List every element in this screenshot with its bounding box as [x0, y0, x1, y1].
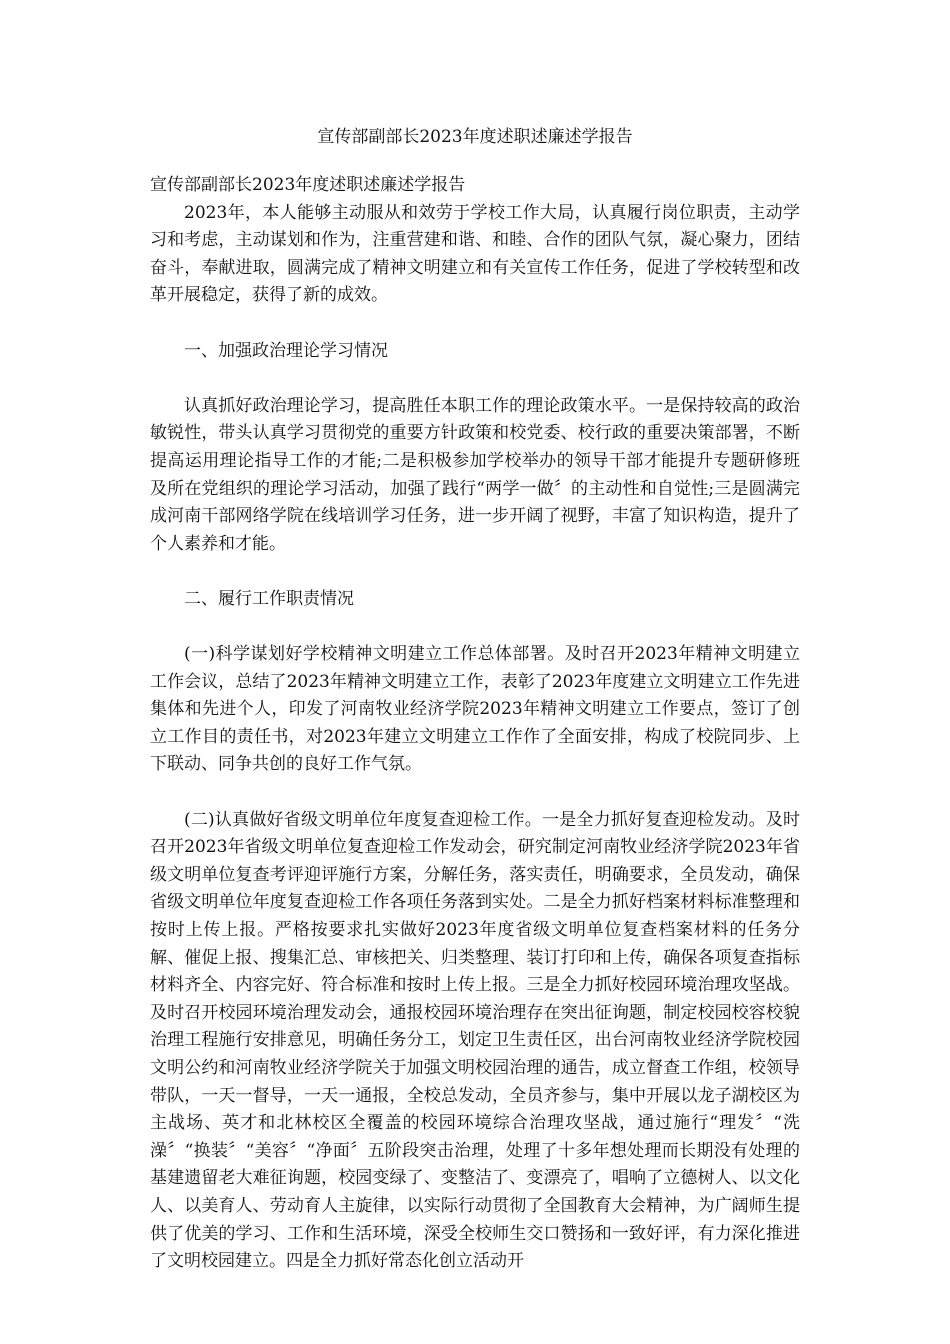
document-title: 宣传部副部长2023年度述职述廉述学报告	[317, 127, 633, 147]
intro-paragraph: 2023年，本人能够主动服从和效劳于学校工作大局，认真履行岗位职责，主动学习和考虑，主动谋划和作为，注重营建和谐、和睦、合作的团队气氛，凝心聚力，团结奋斗，奉献进取，圆满完成了精神文明建立和有关宣传工作任务，促进了学校转型和改革开展稳定，获得了新的成效。	[150, 202, 800, 306]
paragraph-spacer	[150, 779, 800, 807]
paragraph-spacer	[150, 558, 800, 586]
section-heading-2: 二、履行工作职责情况	[184, 588, 354, 609]
document-body	[150, 172, 800, 1276]
document-subtitle: 宣传部副部长2023年度述职述廉述学报告	[150, 175, 466, 195]
section-1-paragraph: 认真抓好政治理论学习，提高胜任本职工作的理论政策水平。一是保持较高的政治敏锐性，带头认真学习贯彻党的重要方针政策和校党委、校行政的重要决策部署，不断提高运用理论指导工作的才能;二是积极参加学校举办的领导干部才能提升专题研修班及所在党组织的理论学习活动，加强了践行“两学一做〞的主动性和自觉性;三是圆满完成河南干部网络学院在线培训学习任务，进一步开阔了视野，丰富了知识构造，提升了个人素养和才能。	[150, 395, 800, 554]
paragraph-spacer	[150, 310, 800, 338]
paragraph-spacer	[150, 614, 800, 642]
section-2-paragraph-2: (二)认真做好省级文明单位年度复查迎检工作。一是全力抓好复查迎检发动。及时召开2023年省级文明单位复查迎检工作发动会，研究制定河南牧业经济学院2023年省级文明单位复查考评迎评施行方案，分解任务，落实责任，明确要求，全员发动，确保省级文明单位年度复查迎检工作各项任务落到实处。二是全力抓好档案材料标准整理和按时上传上报。严格按要求扎实做好2023年度省级文明单位复查档案材料的任务分解、催促上报、搜集汇总、审核把关、归类整理、装订打印和上传，确保各项复查指标材料齐全、内容完好、符合标准和按时上传上报。三是全力抓好校园环境治理攻坚战。及时召开校园环境治理发动会，通报校园环境治理存在突出征询题，制定校园校容校貌治理工程施行安排意见，明确任务分工，划定卫生责任区，出台河南牧业经济学院校园文明公约和河南牧业经济学院关于加强文明校园治理的通告，成立督查工作组，校领导带队，一天一督导，一天一通报，全校总发动，全员齐参与，集中开展以龙子湖校区为主战场、英才和北林校区全覆盖的校园环境综合治理攻坚战，通过施行“理发〞“洗澡〞“换装〞“美容〞“净面〞五阶段突击治理，处理了十多年想处理而长期没有处理的基建遗留老大难征询题，校园变绿了、变整洁了、变漂亮了，唱响了立德树人、以文化人、以美育人、劳动育人主旋律，以实际行动贯彻了全国教育大会精神，为广阔师生提供了优美的学习、工作和生活环境，深受全校师生交口赞扬和一致好评，有力深化推进了文明校园建立。四是全力抓好常态化创立活动开	[150, 809, 800, 1272]
section-2-paragraph-1: (一)科学谋划好学校精神文明建立工作总体部署。及时召开2023年精神文明建立工作会议，总结了2023年精神文明建立工作，表彰了2023年度建立文明建立工作先进集体和先进个人，印发了河南牧业经济学院2023年精神文明建立工作要点，签订了创立工作目的责任书，对2023年建立文明建立工作作了全面安排，构成了校院同步、上下联动、同争共创的良好工作气氛。	[150, 644, 800, 775]
paragraph-spacer	[150, 365, 800, 393]
section-heading-1: 一、加强政治理论学习情况	[184, 340, 388, 361]
